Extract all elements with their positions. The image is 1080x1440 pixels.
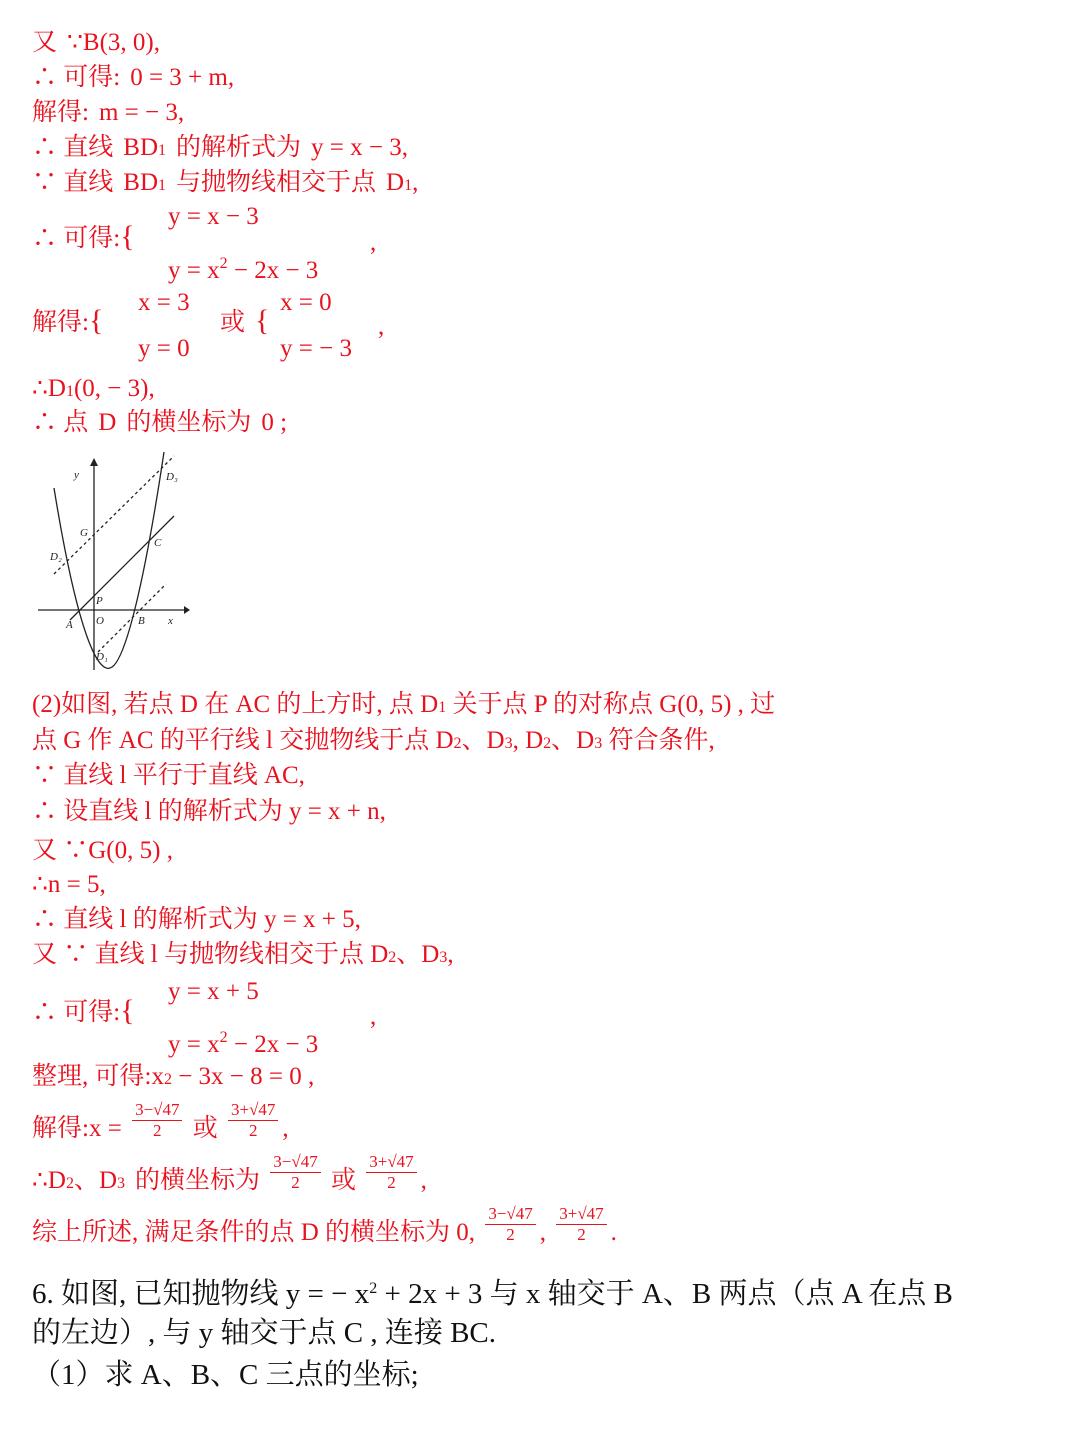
math-expression: 0 = 3 + m, [130, 64, 235, 91]
system-3-end: , [370, 1003, 377, 1030]
math-expression: y = x [168, 257, 220, 284]
system-1-eq-2 [168, 249, 318, 286]
system-1-label [32, 222, 135, 254]
handwritten-mark: 解得: [32, 99, 89, 126]
handwritten-text: ∴D [32, 1167, 66, 1194]
subscript: 1 [438, 699, 447, 716]
handwritten-text: 与抛物线相交于点 [176, 169, 377, 196]
solution2-line-2: ∵ 直线 l 平行于直线 AC, [32, 762, 305, 789]
system-3-label [32, 996, 135, 1028]
denominator: 2 [577, 1225, 586, 1244]
handwritten-text: 的横坐标为 [126, 409, 252, 436]
line-bd1-dashed [98, 584, 166, 652]
math-expression: 0 ; [261, 409, 288, 436]
x-axis-arrow [184, 606, 190, 614]
handwritten-text: 整理, 可得: [32, 1063, 152, 1090]
punctuation: , [412, 169, 419, 196]
denominator: 2 [248, 1121, 258, 1140]
numerator: 3−√47 [132, 1100, 182, 1121]
handwritten-text: 的解析式为 [176, 134, 302, 161]
subscript: 1 [158, 177, 166, 194]
label-a: A [66, 619, 73, 631]
system-1-eq-1: y = x − 3 [168, 203, 259, 230]
system-2-b1: x = 0 [280, 289, 332, 316]
handwritten-text: 或 [192, 1115, 218, 1142]
solution2-line-9 [32, 1062, 314, 1095]
question-line-3: （1）求 A、B、C 三点的坐标; [32, 1359, 419, 1391]
fraction [270, 1152, 320, 1193]
superscript: 2 [219, 255, 228, 272]
solution-line-2 [32, 63, 234, 93]
subscript: 2 [453, 735, 462, 752]
subscript: 2 [388, 949, 397, 966]
handwritten-mark: ∴ 可得: [32, 64, 121, 91]
question-line-2: 的左边）, 与 y 轴交于点 C , 连接 BC. [32, 1317, 497, 1349]
handwritten-mark: ∵ 直线 [32, 169, 114, 196]
numerator: 3+√47 [228, 1100, 278, 1121]
fraction [132, 1100, 182, 1141]
handwritten-text: 、D [73, 1167, 118, 1194]
handwritten-mark: ∴ 可得: [32, 225, 121, 252]
math-expression: − 2x − 3 [233, 1031, 319, 1058]
system-1-end: , [370, 229, 377, 256]
subscript: 1 [404, 177, 413, 194]
solution-line-8 [32, 374, 155, 407]
handwritten-text: 解得: [32, 1115, 89, 1142]
subscript: 2 [543, 735, 552, 752]
denominator: 2 [291, 1173, 300, 1192]
line-name: BD [123, 169, 158, 196]
handwritten-text: 又 ∵ 直线 l 与抛物线相交于点 D [32, 941, 389, 968]
line-name: BD [123, 134, 158, 161]
system-2-a1: x = 3 [138, 289, 190, 316]
math-expression: (0, − 3), [73, 375, 155, 402]
numerator: 3+√47 [556, 1204, 606, 1225]
handwritten-text: 综上所述, 满足条件的点 D 的横坐标为 0, [32, 1219, 476, 1246]
handwritten-text: 或 [330, 1167, 356, 1194]
handwritten-mark: ∴ 可得: [32, 999, 121, 1026]
math-expression: − 2x − 3 [233, 257, 319, 284]
fraction [556, 1204, 606, 1245]
math-expression: m = − 3, [98, 99, 185, 126]
handwritten-mark: 又 [32, 29, 58, 56]
math-expression: x [151, 1063, 164, 1090]
punctuation: , [420, 1167, 427, 1194]
label-x: x [168, 615, 173, 627]
point-name: D [386, 169, 405, 196]
solution2-line-1a [32, 690, 775, 723]
solution2-line-3: ∴ 设直线 l 的解析式为 y = x + n, [32, 798, 386, 825]
label-b: B [138, 615, 145, 627]
question-line-1 [32, 1272, 953, 1311]
punctuation: , [282, 1115, 289, 1142]
system-2-a2: y = 0 [138, 335, 190, 362]
label-p: P [96, 595, 103, 607]
system-2-b2: y = − 3 [280, 335, 352, 362]
left-brace: { [255, 304, 270, 337]
denominator: 2 [506, 1225, 515, 1244]
left-brace: { [88, 304, 104, 337]
point-name: D [47, 375, 66, 402]
handwritten-text: (2)如图, 若点 D 在 AC 的上方时, 点 D [32, 691, 439, 718]
handwritten-text: 符合条件, [608, 727, 715, 754]
question-text: 6. 如图, 已知抛物线 y = − x [32, 1278, 370, 1310]
math-expression: ∵B(3, 0), [67, 29, 160, 56]
handwritten-text: 、D [551, 727, 595, 754]
solution2-line-10 [32, 1100, 289, 1144]
handwritten-text: 的横坐标为 [135, 1167, 261, 1194]
solution2-line-11 [32, 1152, 427, 1199]
solution-line-4 [32, 133, 408, 166]
subscript: 3 [594, 735, 603, 752]
fraction [228, 1100, 278, 1141]
handwritten-mark: ∴ 直线 [32, 134, 114, 161]
handwritten-mark: 解得: [32, 309, 89, 336]
solution2-line-5: ∴n = 5, [32, 871, 106, 898]
numerator: 3−√47 [485, 1204, 535, 1225]
subscript: 3 [117, 1175, 126, 1192]
handwritten-text: 关于点 P 的对称点 G(0, 5) , 过 [452, 691, 776, 718]
punctuation: , [447, 941, 454, 968]
punctuation: . [610, 1219, 617, 1246]
parabola-figure [34, 452, 194, 678]
handwritten-text: 、D [396, 941, 440, 968]
label-o: O [96, 615, 104, 627]
numerator: 3−√47 [270, 1152, 320, 1173]
subscript: 1 [158, 142, 166, 159]
superscript: 2 [163, 1071, 172, 1088]
handwritten-text: 点 G 作 AC 的平行线 l 交抛物线于点 D [32, 727, 454, 754]
label-g: G [80, 527, 88, 539]
solution2-line-7 [32, 940, 454, 973]
fraction [366, 1152, 416, 1193]
handwritten-mark: ∴ 点 [32, 409, 89, 436]
label-c: C [154, 537, 162, 549]
solution2-line-12 [32, 1204, 617, 1248]
solution2-line-6: ∴ 直线 l 的解析式为 y = x + 5, [32, 906, 361, 933]
math-expression: − 3x − 8 = 0 , [178, 1063, 315, 1090]
point-name: D [98, 409, 117, 436]
subscript: 3 [504, 735, 513, 752]
label-d1: D₁ [96, 651, 108, 663]
solution-line-3 [32, 98, 184, 128]
handwritten-mark: ∴ [32, 375, 48, 402]
system-2-end: , [378, 313, 385, 340]
denominator: 2 [387, 1173, 396, 1192]
handwritten-text: , D [512, 727, 544, 754]
solution-line-5 [32, 168, 418, 201]
system-3-eq-1: y = x + 5 [168, 978, 259, 1005]
handwritten-text: 或 [220, 309, 246, 336]
y-axis-arrow [90, 458, 98, 466]
question-text: + 2x + 3 与 x 轴交于 A、B 两点（点 A 在点 B [384, 1278, 953, 1310]
numerator: 3+√47 [366, 1152, 416, 1173]
label-y: y [74, 469, 79, 481]
left-brace: { [120, 994, 135, 1027]
parabola-curve [54, 452, 164, 668]
solution-line-9 [32, 408, 287, 438]
punctuation: , [539, 1219, 546, 1246]
superscript: 2 [219, 1029, 228, 1046]
fraction [485, 1204, 535, 1245]
denominator: 2 [153, 1121, 162, 1140]
subscript: 3 [439, 949, 448, 966]
subscript: 1 [65, 383, 74, 400]
superscript: 2 [369, 1280, 378, 1297]
line-l-dashed [54, 456, 174, 574]
label-d3: D₃ [166, 471, 178, 483]
left-brace: { [120, 220, 135, 253]
subscript: 2 [65, 1175, 74, 1192]
handwritten-text: 、D [461, 727, 505, 754]
label-d2: D₂ [50, 551, 62, 563]
math-expression: y = x − 3, [311, 134, 408, 161]
system-3-eq-2 [168, 1023, 318, 1060]
system-2-label [32, 306, 103, 338]
solution-line-1 [32, 28, 160, 58]
math-expression: x = [88, 1115, 122, 1142]
solution2-line-4: 又 ∵G(0, 5) , [32, 837, 173, 864]
math-expression: y = x [168, 1031, 220, 1058]
solution2-line-1b [32, 726, 715, 759]
system-2-or [220, 306, 269, 338]
